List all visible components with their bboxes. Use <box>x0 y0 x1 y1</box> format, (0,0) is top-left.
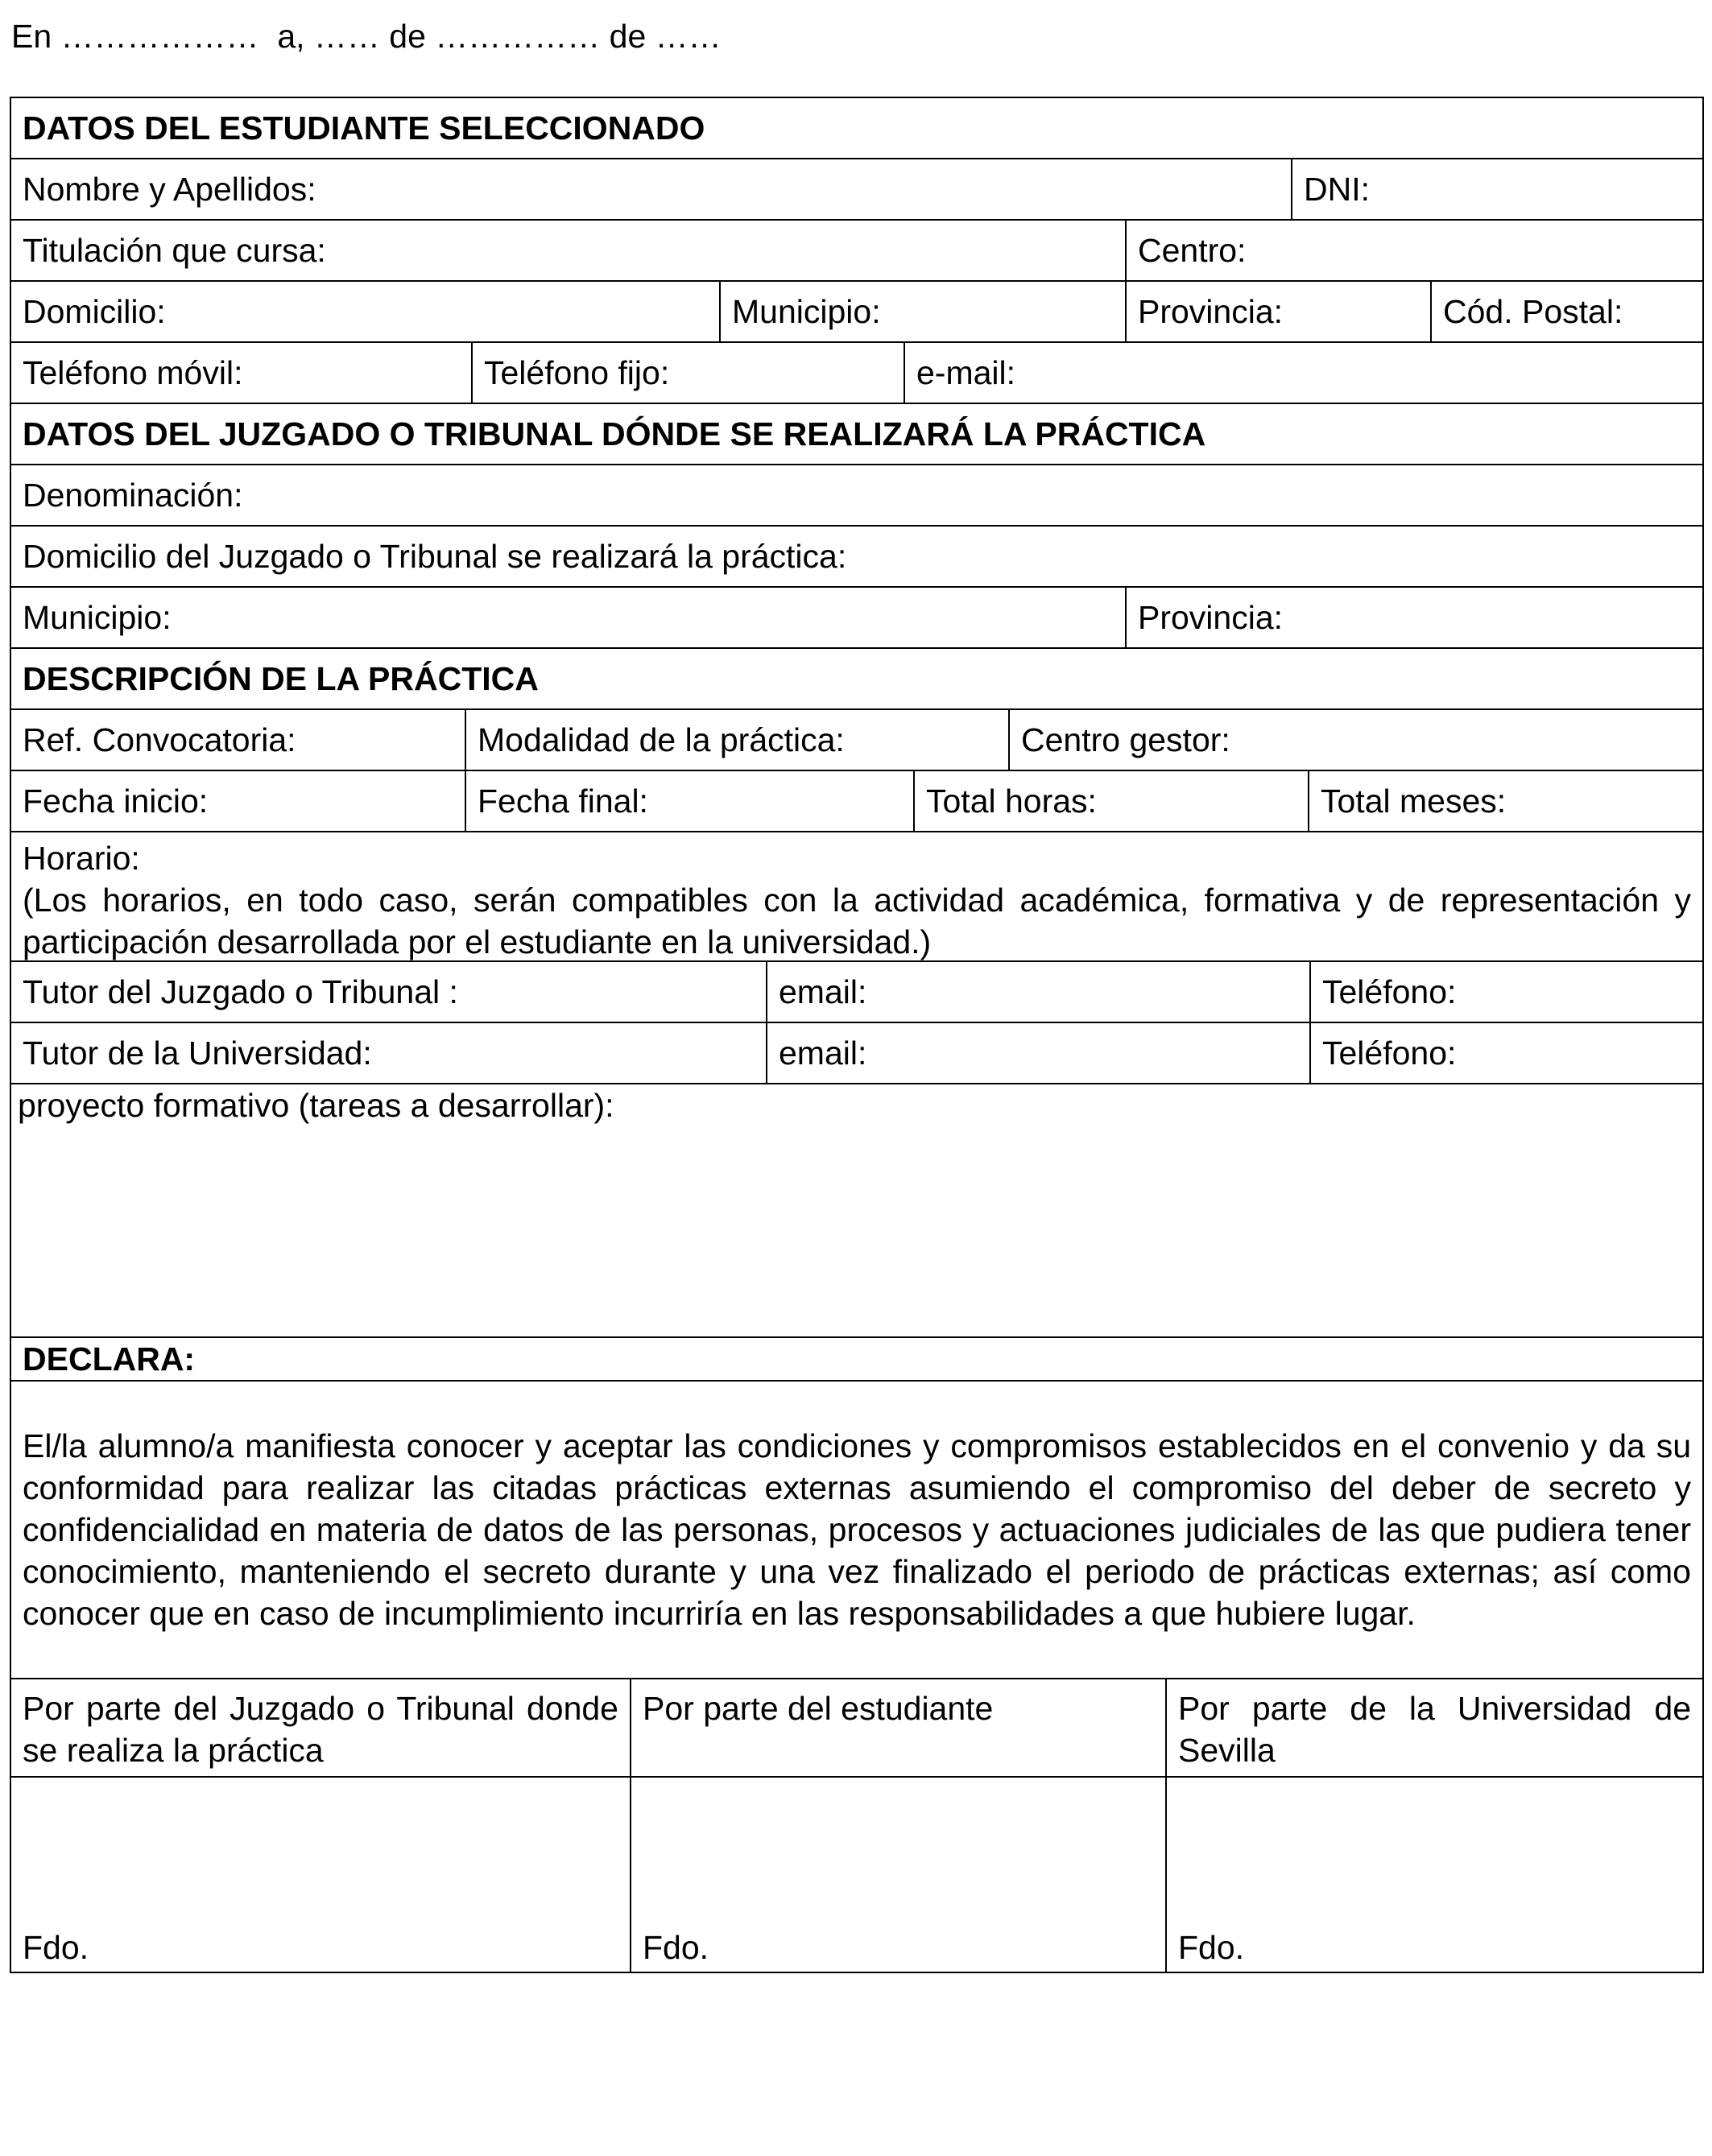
court-location-row <box>10 586 1704 647</box>
student-province-field[interactable]: Provincia: <box>1125 282 1430 341</box>
signature-boxes-row <box>10 1776 1704 1973</box>
practice-ref-field[interactable]: Ref. Convocatoria: <box>23 721 296 758</box>
court-name-row <box>10 464 1704 525</box>
student-signature-label: Por parte del estudiante <box>630 1679 1165 1776</box>
student-signature-box[interactable] <box>630 1778 1165 1972</box>
practice-end-date-field[interactable]: Fecha final: <box>465 771 913 831</box>
date-place-line: En ……………… a, …… de …………… de …… <box>11 18 722 55</box>
student-section-title: DATOS DEL ESTUDIANTE SELECCIONADO <box>23 109 705 147</box>
student-municipality-field[interactable]: Municipio: <box>719 282 1125 341</box>
university-signature-fdo: Fdo. <box>1178 1929 1245 1966</box>
student-degree-row <box>10 219 1704 280</box>
practice-schedule-field[interactable] <box>11 832 1702 960</box>
student-section-header-row <box>10 97 1704 158</box>
court-municipality-field[interactable]: Municipio: <box>23 599 172 636</box>
student-mobile-field[interactable]: Teléfono móvil: <box>23 354 243 391</box>
student-contact-row <box>10 341 1704 403</box>
university-tutor-email-field[interactable]: email: <box>766 1023 1309 1083</box>
court-section-header-row <box>10 403 1704 464</box>
university-signature-box[interactable] <box>1165 1778 1702 1972</box>
practice-section-header-row <box>10 647 1704 708</box>
student-name-row <box>10 158 1704 219</box>
practice-schedule-label: Horario: <box>23 840 140 877</box>
project-label: proyecto formativo (tareas a desarrollar): <box>18 1087 614 1124</box>
student-postal-code-field[interactable]: Cód. Postal: <box>1430 282 1702 341</box>
declaration-title: DECLARA: <box>23 1340 196 1377</box>
student-center-field[interactable]: Centro: <box>1125 221 1702 280</box>
university-tutor-phone-field[interactable]: Teléfono: <box>1309 1023 1702 1083</box>
court-tutor-phone-field[interactable]: Teléfono: <box>1309 962 1702 1022</box>
university-tutor-field[interactable]: Tutor de la Universidad: <box>23 1035 372 1072</box>
student-dni-field[interactable]: DNI: <box>1291 159 1702 219</box>
court-section-title: DATOS DEL JUZGADO O TRIBUNAL DÓNDE SE REALIZARÁ LA PRÁCTICA <box>23 415 1206 452</box>
university-signature-label: Por parte de la Universidad de Sevilla <box>1165 1679 1702 1776</box>
student-degree-field[interactable]: Titulación que cursa: <box>23 232 326 269</box>
court-address-field[interactable]: Domicilio del Juzgado o Tribunal se realizará la práctica: <box>23 538 847 575</box>
student-name-field[interactable]: Nombre y Apellidos: <box>23 171 316 208</box>
practice-section-title: DESCRIPCIÓN DE LA PRÁCTICA <box>23 660 539 697</box>
signature-labels-row <box>10 1678 1704 1776</box>
practice-total-hours-field[interactable]: Total horas: <box>913 771 1308 831</box>
declaration-text: El/la alumno/a manifiesta conocer y aceptar las condiciones y compromisos establecidos en el convenio y da su conformidad para realizar las citadas prácticas externas asumiendo el compromiso del deber de secreto y confidencialidad en materia de datos de las personas, procesos y actuaciones judiciales de las que pudiera tener conocimiento, manteniendo el secreto durante y una vez finalizado el periodo de prácticas externas; así como conocer que en caso de incumplimiento incurriría en las responsabilidades a que hubiere lugar. <box>23 1427 1691 1632</box>
court-province-field[interactable]: Provincia: <box>1125 588 1702 647</box>
student-address-field[interactable]: Domicilio: <box>23 293 166 330</box>
student-address-row <box>10 280 1704 341</box>
agreement-form <box>10 97 1704 1973</box>
university-tutor-row <box>10 1022 1704 1083</box>
declaration-body-row <box>10 1380 1704 1678</box>
court-signature-label: Por parte del Juzgado o Tribunal donde se realiza la práctica <box>23 1690 618 1769</box>
court-signature-fdo: Fdo. <box>23 1929 89 1966</box>
practice-dates-row <box>10 770 1704 831</box>
project-field[interactable] <box>11 1084 1702 1336</box>
court-signature-box[interactable] <box>11 1778 630 1972</box>
court-tutor-row <box>10 960 1704 1022</box>
declaration-header-row <box>10 1336 1704 1380</box>
student-landline-field[interactable]: Teléfono fijo: <box>471 343 904 403</box>
practice-start-date-field[interactable]: Fecha inicio: <box>23 783 209 820</box>
court-address-row <box>10 525 1704 586</box>
practice-manager-field[interactable]: Centro gestor: <box>1008 710 1702 770</box>
student-signature-fdo: Fdo. <box>643 1929 709 1966</box>
student-email-field[interactable]: e-mail: <box>904 343 1702 403</box>
practice-schedule-row <box>10 831 1704 960</box>
practice-modality-field[interactable]: Modalidad de la práctica: <box>465 710 1008 770</box>
practice-ref-row <box>10 708 1704 770</box>
project-row <box>10 1083 1704 1336</box>
practice-total-months-field[interactable]: Total meses: <box>1308 771 1702 831</box>
court-tutor-field[interactable]: Tutor del Juzgado o Tribunal : <box>23 973 458 1010</box>
court-tutor-email-field[interactable]: email: <box>766 962 1309 1022</box>
court-name-field[interactable]: Denominación: <box>23 477 243 514</box>
practice-schedule-note: (Los horarios, en todo caso, serán compatibles con la actividad académica, formativa y de representación y participación desarrollada por el estudiante en la universidad.) <box>23 882 1691 960</box>
